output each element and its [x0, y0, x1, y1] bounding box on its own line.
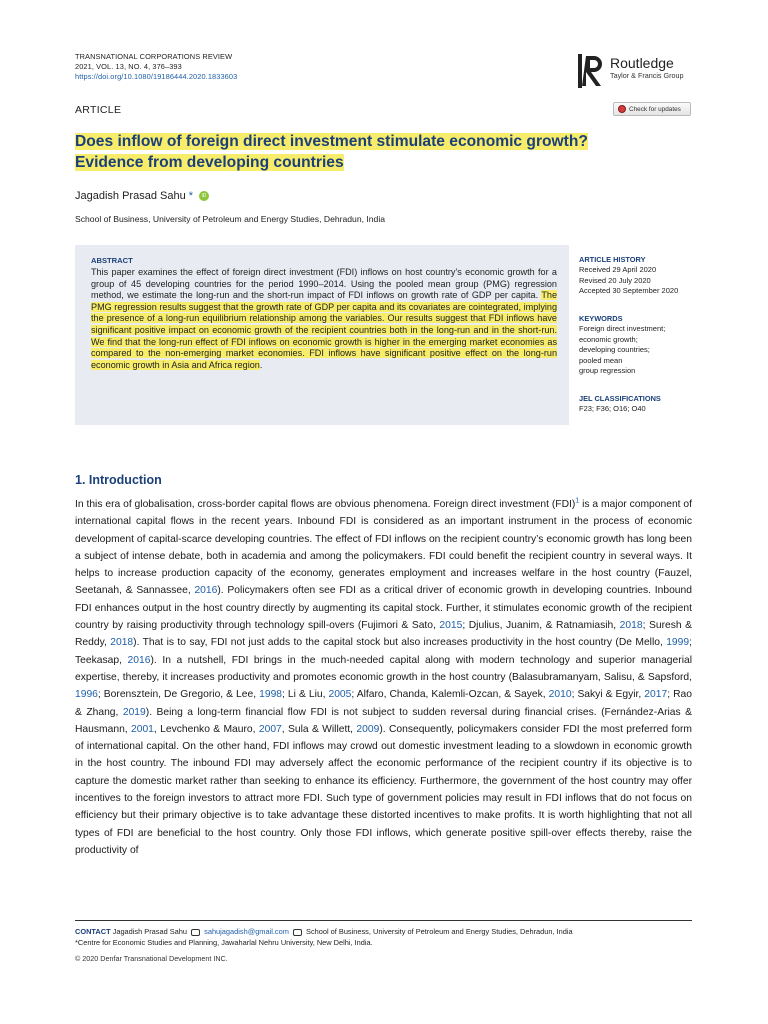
article-history — [579, 255, 699, 297]
orcid-icon[interactable]: iD — [199, 191, 209, 201]
contact-footnote — [75, 927, 695, 948]
abstract-highlight-2: We find that the long-run effect of FDI inflows on economic growth is higher in the emerging market economies as compared to the non-emerging market economies. FDI inflows have significant positive effect on the long-run economic growth in Asia and Africa region — [91, 336, 557, 370]
citation-link[interactable]: 1999 — [666, 637, 690, 649]
author-name[interactable]: Jagadish Prasad Sahu — [75, 190, 186, 202]
check-for-updates-button[interactable] — [613, 102, 691, 116]
title-line-1: Does inflow of foreign direct investment stimulate economic growth? — [75, 133, 588, 150]
citation-link[interactable]: 1998 — [259, 689, 283, 701]
volume-info: 2021, VOL. 13, NO. 4, 376–393 — [75, 62, 182, 71]
contact-name: Jagadish Prasad Sahu — [112, 927, 188, 936]
keyword-item: economic growth; — [579, 334, 638, 344]
citation-link[interactable]: 2018 — [619, 620, 643, 632]
citation-link[interactable]: 2016 — [127, 654, 151, 666]
citation-link[interactable]: 2009 — [356, 723, 380, 735]
copyright-notice: © 2020 Denfar Transnational Development INC. — [75, 954, 228, 963]
address-icon — [293, 929, 302, 936]
contact-email-link[interactable]: sahujagadish@gmail.com — [204, 927, 289, 936]
journal-name: TRANSNATIONAL CORPORATIONS REVIEW — [75, 52, 233, 61]
body-paragraph: In this era of globalisation, cross-border capital flows are obvious phenomena. Foreign direct investment (FDI)$^1$ is a major component of international capital flows in the recent years. Inbound FDI is considered as an important instrument in the process of economic development of capital-scarce developing countries. The effect of FDI inflows on the recipient country’s economic growth has long been a subject of intense debate, both in academia and among the policymakers. FDI could benefit the recipient country in several ways. It helps to increase production capacity of the economy, generates employment and increases welfare in the host country (Fauzel, Seetanah, & Sannassee, 2016). Policymakers often see FDI as a critical driver of economic growth in developing countries. Inbound FDI enhances output in the host country directly by augmenting its capital stock. Further, it stimulates economic growth of the recipient country by raising productivity through technology spill-overs (Fujimori & Sato, 2015; Djulius, Juanim, & Ratnamiasih, 2018; Suresh & Reddy, 2018). That is to say, FDI not just adds to the capital stock but also increases productivity in the host country (De Mello, 1999; Teekasap, 2016). In a nutshell, FDI brings in the much-needed capital along with modern technology and superior managerial expertise, thereby, it increases productivity and promotes economic growth in the host country (Balasubramanyam, Salisu, & Sapsford, 1996; Borensztein, De Gregorio, & Lee, 1998; Li & Liu, 2005; Alfaro, Chanda, Kalemli-Ozcan, & Sayek, 2010; Sakyi & Egyir, 2017; Rao & Zhang, 2019). Being a long-term financial flow FDI is not subject to sudden reversal during financial crises. (Fernández-Arias & Hausmann, 2001, Levchenko & Mauro, 2007, Sula & Willett, 2009). Consequently, policymakers consider FDI the most preferred form of international capital. On the other hand, FDI inflows may crowd out domestic investment leading to a slowdown in economic growth in the host country. The inbound FDI may adversely affect the economic performance of the recipient country if its objective is to capture the domestic market rather than seeking to enhance its efficiency. Furthermore, the government of the host country may offer incentives to the foreign investors to attract more FDI. Such type of government policies may result in FDI inflows that do not focus on efficiency but their primary objective is to take advantage these distorted incentives to make profits. It is worth highlighting that not all types of FDI are beneficial to the host country. Only those FDI inflows, which generate positive spill-over effects thereby, raise the productivity of — [75, 497, 692, 856]
publisher-block — [610, 55, 684, 81]
keyword-item: pooled mean — [579, 355, 623, 365]
contact-label: CONTACT — [75, 927, 111, 936]
crossmark-icon — [618, 105, 626, 113]
citation-link[interactable]: 2016 — [194, 585, 218, 597]
citation-link[interactable]: 2010 — [548, 689, 572, 701]
title-line-2: Evidence from developing countries — [75, 154, 344, 171]
footnote-marker[interactable]: 1 — [575, 497, 580, 505]
email-icon — [191, 929, 200, 936]
abstract-plain: This paper examines the effect of foreign direct investment (FDI) inflows on host country’s economic growth for a group of 45 developing countries for the period 1990–2014. Using the pooled mean group (PMG) regression method, we estimate the long-run and the short-run impact of FDI inflows on growth rate of GDP per capita. — [91, 267, 557, 301]
keyword-item: developing countries; — [579, 345, 650, 355]
jel-codes: F23; F36; O16; O40 — [579, 404, 646, 414]
keywords-heading: KEYWORDS — [579, 314, 623, 323]
abstract-text — [91, 267, 557, 371]
citation-link[interactable]: 2007 — [258, 723, 282, 735]
keyword-item: Foreign direct investment; — [579, 324, 666, 334]
accepted-date: Accepted 30 September 2020 — [579, 286, 679, 296]
citation-link[interactable]: 2017 — [644, 689, 668, 701]
received-date: Received 29 April 2020 — [579, 265, 657, 275]
publisher-group: Taylor & Francis Group — [610, 71, 684, 80]
citation-link[interactable]: 2005 — [328, 689, 352, 701]
jel-block — [579, 394, 699, 415]
citation-link[interactable]: 2015 — [439, 620, 463, 632]
section-heading: 1. Introduction — [75, 473, 162, 487]
footer-divider — [75, 920, 692, 921]
abstract-heading: ABSTRACT — [91, 256, 133, 265]
keywords-block — [579, 314, 699, 376]
article-history-heading: ARTICLE HISTORY — [579, 255, 646, 264]
article-title — [75, 131, 695, 173]
author-marker: * — [188, 190, 193, 202]
jel-heading: JEL CLASSIFICATIONS — [579, 394, 661, 403]
routledge-logo-icon — [578, 54, 606, 88]
citation-link[interactable]: 2019 — [122, 706, 146, 718]
doi-link[interactable]: https://doi.org/10.1080/19186444.2020.1833603 — [75, 72, 238, 81]
publisher-name: Routledge — [610, 55, 674, 71]
abstract-end: . — [259, 359, 263, 370]
author-affiliation: School of Business, University of Petroleum and Energy Studies, Dehradun, India — [75, 214, 386, 224]
check-for-updates-label: Check for updates — [629, 105, 681, 113]
centre-note: *Centre for Economic Studies and Planning, Jawaharlal Nehru University, New Delhi, India. — [75, 937, 373, 947]
contact-affiliation: School of Business, University of Petroleum and Energy Studies, Dehradun, India — [306, 927, 573, 936]
citation-link[interactable]: 1996 — [75, 689, 98, 701]
citation-link[interactable]: 2001 — [131, 723, 154, 735]
abstract-highlight-1: The PMG regression results suggest that the growth rate of GDP per capita and its covariates are cointegrated, implying the presence of a long-run equilibrium relationship among the variables. Our results suggest that FDI inflows have significant positive impact on economic growth of the recipient countries both in the long-run and in the short-run. — [91, 290, 557, 335]
revised-date: Revised 20 July 2020 — [579, 275, 651, 285]
article-type-label: ARTICLE — [75, 104, 122, 116]
citation-link[interactable]: 2018 — [110, 637, 134, 649]
keyword-item: group regression — [579, 366, 636, 376]
running-header — [75, 52, 237, 82]
author-line — [75, 190, 209, 202]
